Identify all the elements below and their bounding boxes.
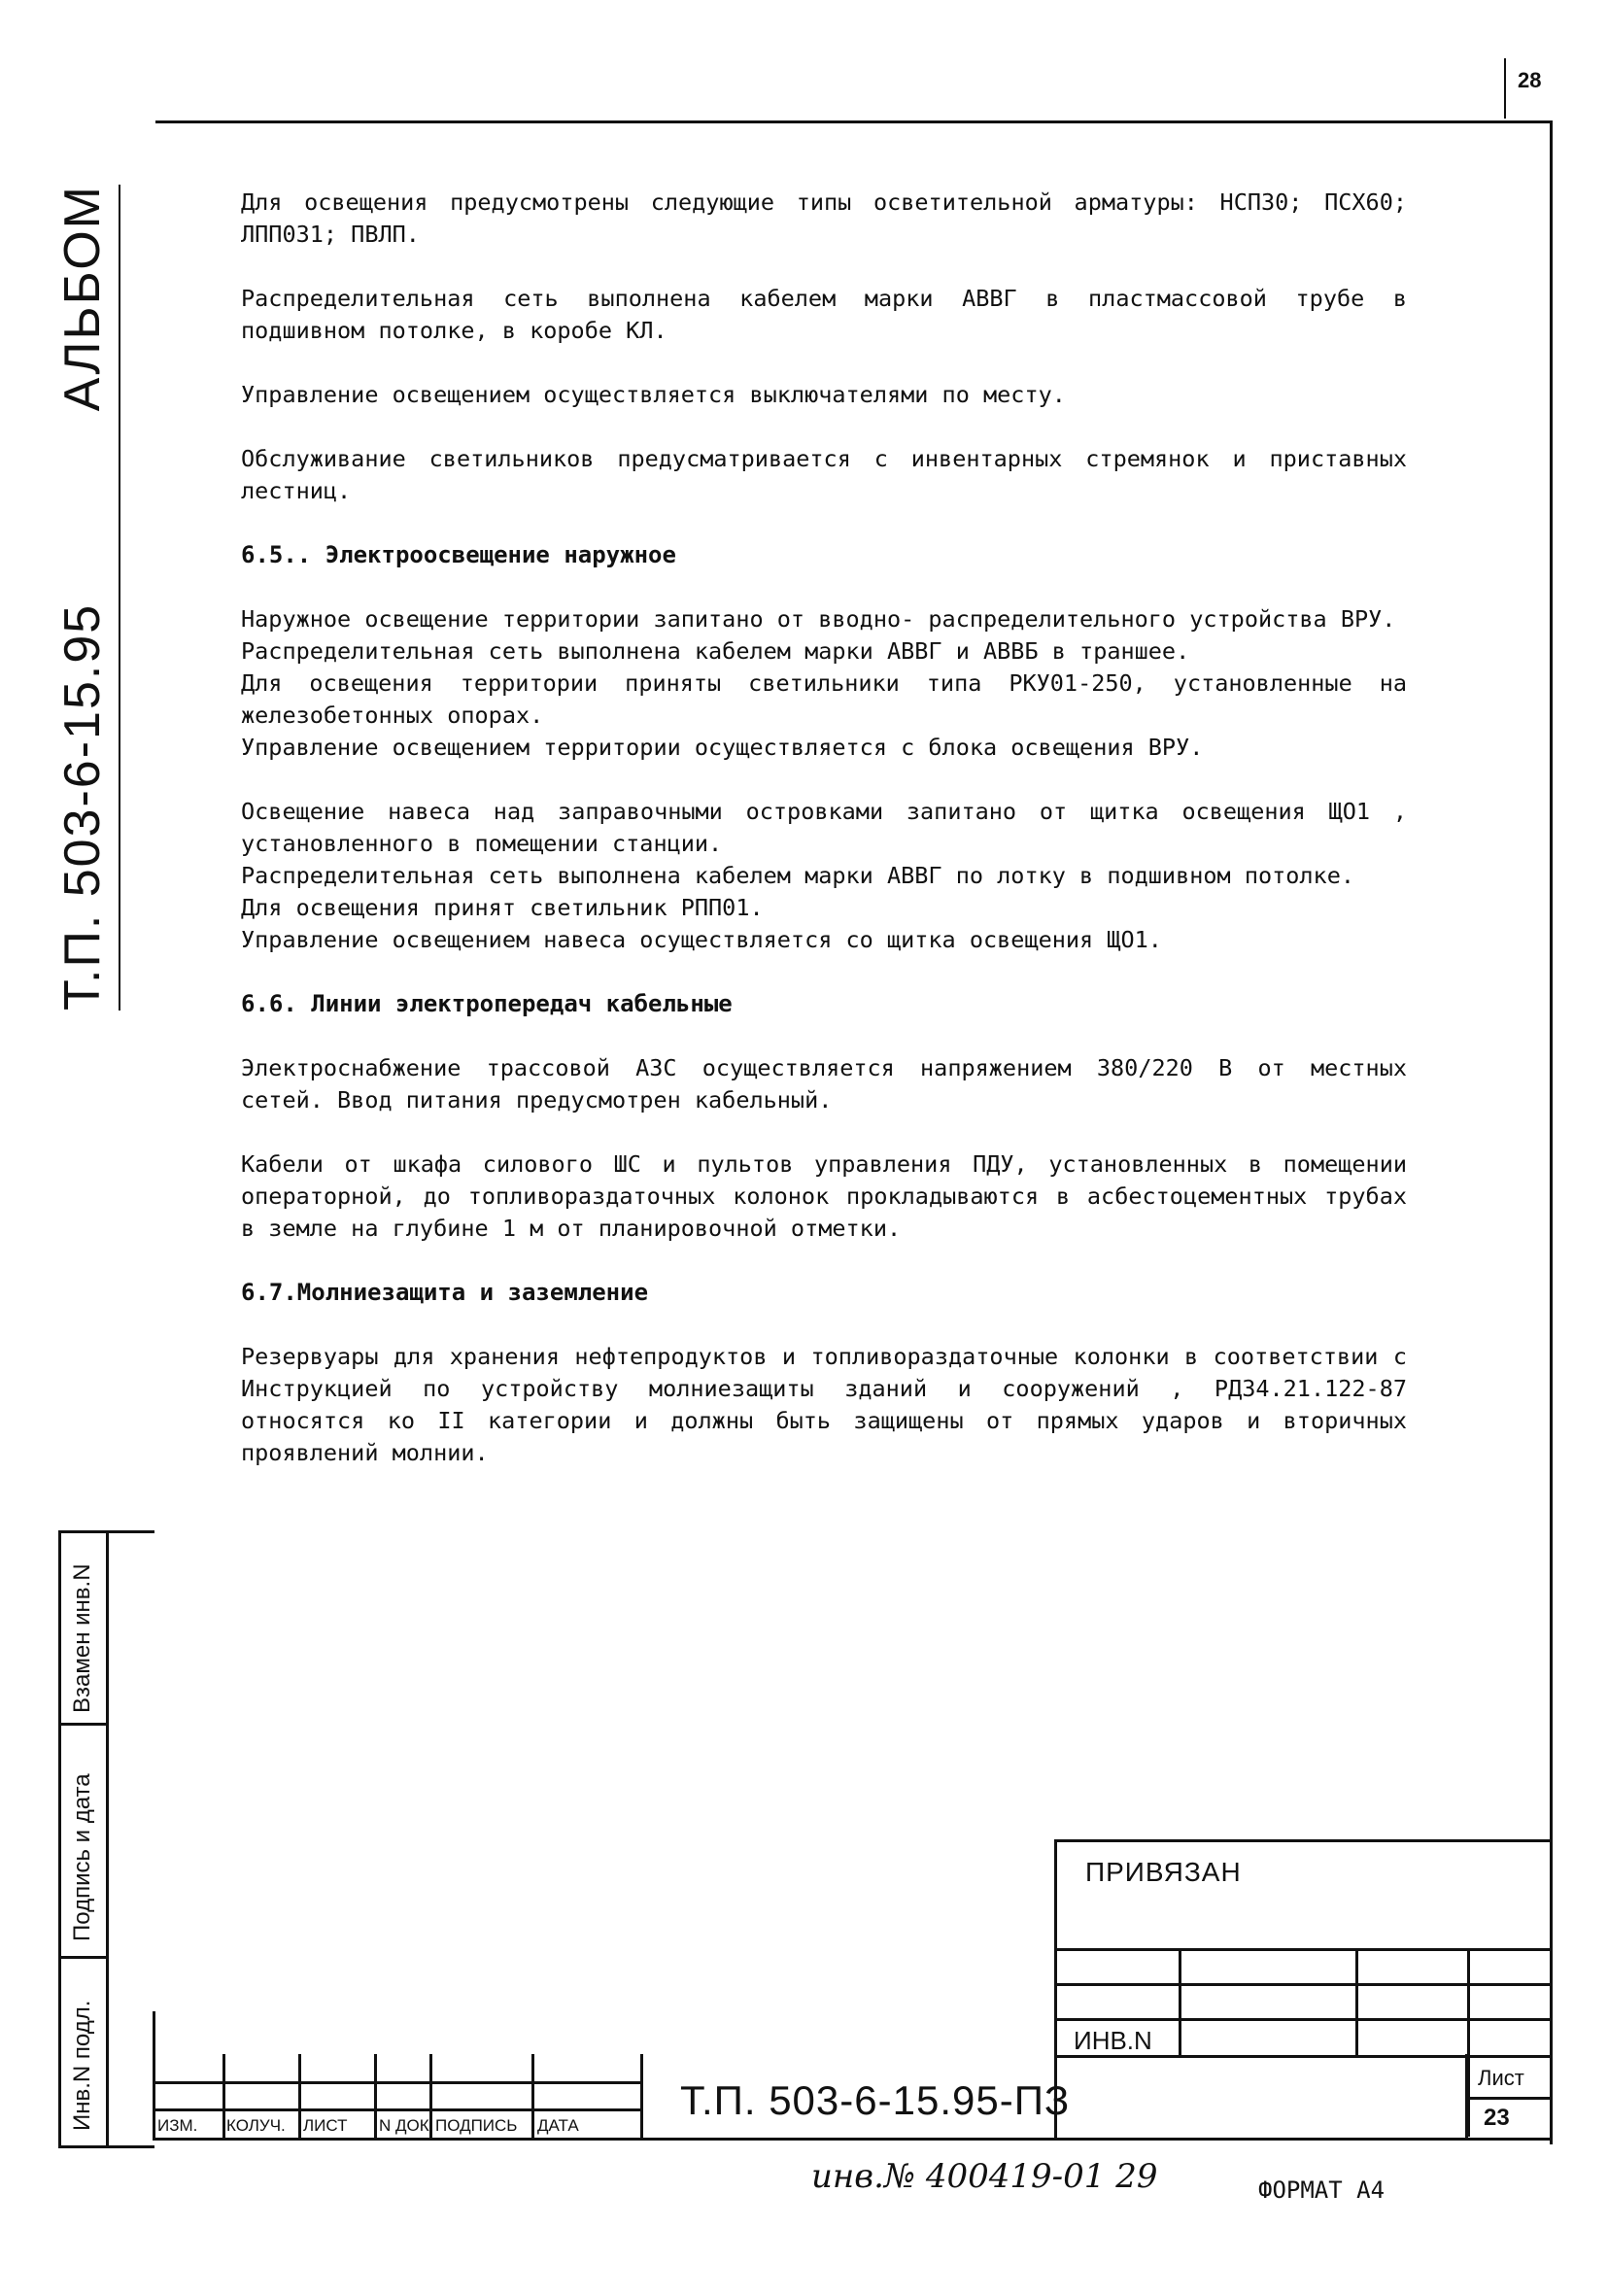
- stamp-title: ПРИВЯЗАН: [1085, 1857, 1242, 1887]
- tb-row-line: [153, 2081, 643, 2084]
- tb-col-line: [640, 2054, 643, 2141]
- paragraph-network: Распределительная сеть выполнена кабелем марки АВВГ в пластмассовой трубе в подшивном потолке, в коробе КЛ.: [241, 285, 1407, 344]
- paragraph-lightning: Резервуары для хранения нефтепродуктов и топливораздаточные колонки в соответствии с Инструкцией по устройству молниезащиты зданий и сооружений , РД34.21.122-87 относятся ко II категории и должны быть защищены от прямых ударов и вторичных проявлений молнии.: [241, 1343, 1407, 1466]
- stamp-inv-label: ИНВ.N: [1074, 2026, 1152, 2055]
- document-body: [241, 187, 1407, 1501]
- tb-col-line: [298, 2054, 301, 2141]
- handwritten-inventory: инв.№ 400419-01 29: [811, 2157, 1158, 2196]
- paragraph-outdoor-2: Распределительная сеть выполнена кабелем марки АВВГ и АВВБ в траншее.: [241, 637, 1190, 665]
- paper-format: ФОРМАТ А4: [1258, 2176, 1386, 2204]
- tb-row-line: [153, 2108, 643, 2111]
- side-code: Т.П. 503-6-15.95: [54, 602, 111, 1011]
- stamp-row-line: [1054, 1983, 1550, 1986]
- heading-6-6: 6.6. Линии электропередач кабельные: [241, 990, 733, 1017]
- tb-col-ndok: N ДОК.: [379, 2116, 434, 2135]
- paragraph-service: Обслуживание светильников предусматривается с инвентарных стремянок и приставных лестниц.: [241, 445, 1407, 504]
- tb-col-list: ЛИСТ: [303, 2116, 348, 2135]
- side-underline: [119, 185, 120, 1011]
- paragraph-outdoor-3: Для освещения территории приняты светильники типа РКУ01-250, установленные на железобетонных опорах.: [241, 669, 1407, 729]
- paragraph-outdoor-4: Управление освещением территории осуществляется с блока освещения ВРУ.: [241, 734, 1204, 761]
- tb-col-data: ДАТА: [537, 2116, 579, 2135]
- heading-6-7: 6.7.Молниезащита и заземление: [241, 1279, 649, 1306]
- page-number: 28: [1518, 68, 1542, 92]
- paragraph-control: Управление освещением осуществляется выключателями по месту.: [241, 381, 1066, 408]
- side-album: АЛЬБОМ: [54, 185, 111, 412]
- tb-col-koluch: КОЛУЧ.: [226, 2116, 286, 2135]
- stamp-col-line: [1179, 1948, 1181, 2055]
- paragraph-canopy-2: Распределительная сеть выполнена кабелем марки АВВГ по лотку в подшивном потолке.: [241, 862, 1355, 889]
- tb-col-line: [531, 2054, 534, 2141]
- stamp-row-line: [1054, 2018, 1550, 2021]
- paragraph-fixtures: Для освещения предусмотрены следующие типы осветительной арматуры: НСП30; ПСХ60; ЛПП031; ПВЛП.: [241, 188, 1407, 248]
- tb-col-line: [374, 2054, 377, 2141]
- sheet-number: 23: [1484, 2105, 1510, 2131]
- sheet-row-line: [1465, 2097, 1550, 2100]
- stamp-row-line: [1054, 1948, 1550, 1951]
- stamp-col-line: [1355, 1948, 1358, 2055]
- paragraph-power-supply: Электроснабжение трассовой АЗС осуществляется напряжением 380/220 В от местных сетей. Ввод питания предусмотрен кабельный.: [241, 1054, 1407, 1114]
- paragraph-outdoor-1: Наружное освещение территории запитано от вводно- распределительного устройства ВРУ.: [241, 605, 1396, 633]
- sheet-label: Лист: [1478, 2066, 1524, 2090]
- side-title: [39, 185, 126, 1011]
- strip-label-sign: Подпись и дата: [69, 1773, 95, 1941]
- tb-col-line: [222, 2054, 225, 2141]
- page-number-divider: [1504, 58, 1506, 119]
- paragraph-cables: Кабели от шкафа силового ШС и пультов управления ПДУ, установленных в помещении операторной, до топливораздаточных колонок прокладываются в асбестоцементных трубах в земле на глубине 1 м от планировочной отметки.: [241, 1150, 1407, 1242]
- tb-col-izm: ИЗМ.: [157, 2116, 198, 2135]
- strip-divider: [106, 1533, 109, 2145]
- strip-label-replace: Взамен инв.N: [69, 1563, 95, 1713]
- strip-label-inv: Инв.N подл.: [69, 2000, 95, 2131]
- paragraph-canopy-1: Освещение навеса над заправочными островками запитано от щитка освещения ЩО1 , установленного в помещении станции.: [241, 798, 1407, 857]
- document-code: Т.П. 503-6-15.95-ПЗ: [680, 2077, 1071, 2123]
- paragraph-canopy-4: Управление освещением навеса осуществляется со щитка освещения ЩО1.: [241, 926, 1162, 953]
- heading-6-5: 6.5.. Электроосвещение наружное: [241, 541, 676, 568]
- tb-col-podpis: ПОДПИСЬ: [435, 2116, 518, 2135]
- paragraph-canopy-3: Для освещения принят светильник РПП01.: [241, 894, 764, 921]
- binding-stamp: [1054, 1839, 1553, 2137]
- left-approval-strip: [58, 1530, 154, 2148]
